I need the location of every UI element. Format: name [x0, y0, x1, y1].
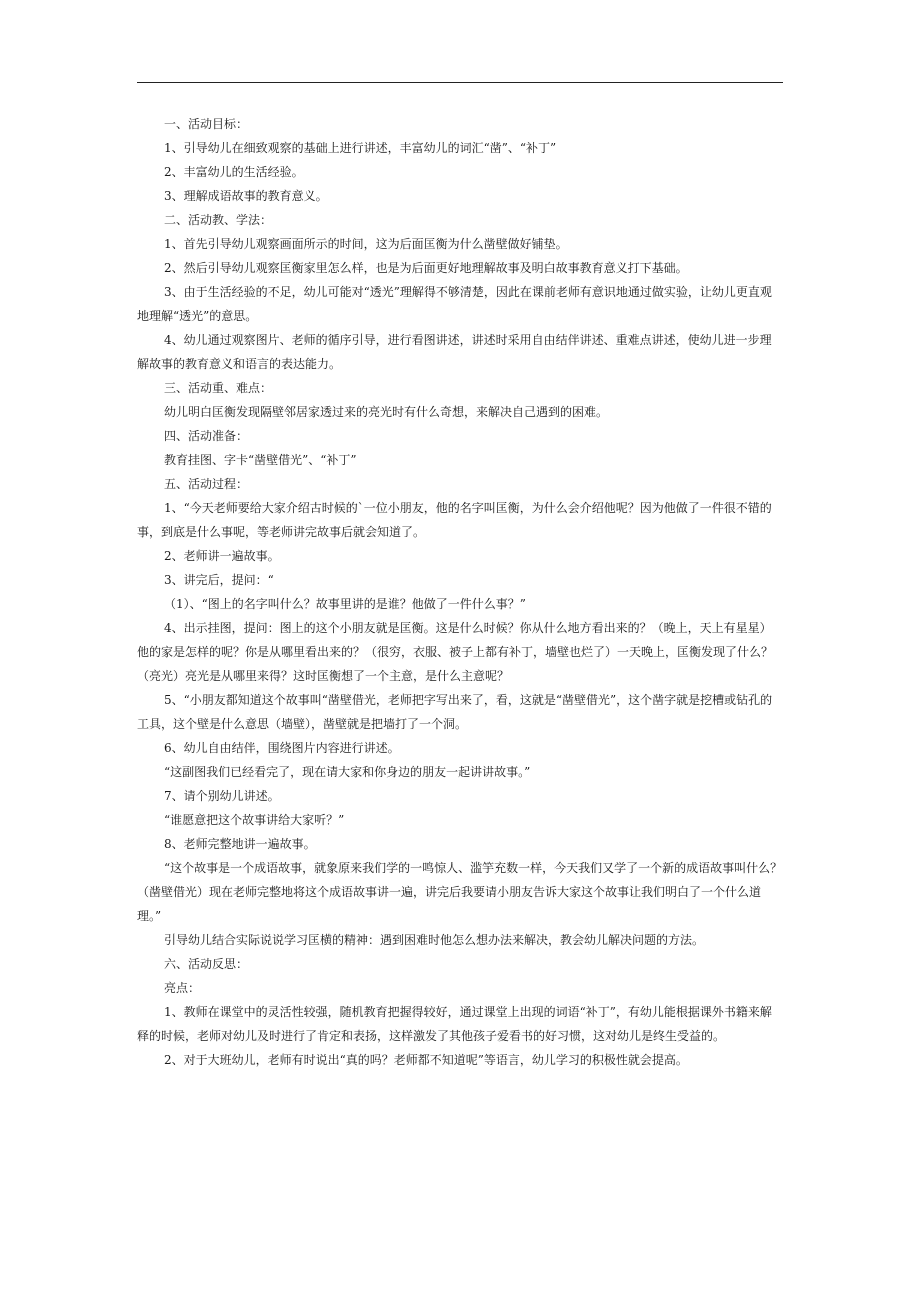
process-item-2: 2、老师讲一遍故事。 — [164, 549, 280, 563]
header-rule — [137, 82, 783, 83]
method-item-1: 1、首先引导幼儿观察画面所示的时间，这为后面匡衡为什么凿壁做好铺垫。 — [164, 237, 568, 251]
process-question-1: （1）、“图上的名字叫什么？故事里讲的是谁？他做了一件什么事？” — [164, 597, 526, 611]
goal-item-2: 2、丰富幼儿的生活经验。 — [164, 165, 304, 179]
section-heading-methods: 二、活动教、学法： — [164, 213, 273, 227]
process-quote-6: “这副图我们已经看完了，现在请大家和你身边的朋友一起讲讲故事。” — [164, 765, 531, 779]
section-heading-reflection: 六、活动反思： — [164, 957, 249, 971]
method-item-3: 3、由于生活经验的不足，幼儿可能对“透光”理解得不够清楚，因此在课前老师有意识地通过做实验，让幼儿更直观地理解“透光”的意思。 — [137, 285, 772, 323]
document-body — [137, 112, 783, 1072]
reflection-item-1: 1、教师在课堂中的灵活性较强，随机教育把握得较好，通过课堂上出现的词语“补丁”，有幼儿能根据课外书籍来解释的时候，老师对幼儿及时进行了肯定和表扬，这样激发了其他孩子爱看书的好习惯，这对幼儿是终生受益的。 — [137, 1005, 772, 1043]
process-item-3: 3、讲完后，提问：“ — [164, 573, 274, 587]
section-heading-key-points: 三、活动重、难点： — [164, 381, 273, 395]
process-item-7: 7、请个别幼儿讲述。 — [164, 789, 280, 803]
key-points-text: 幼儿明白匡衡发现隔壁邻居家透过来的亮光时有什么奇想，来解决自己遇到的困难。 — [164, 405, 609, 419]
method-item-2: 2、然后引导幼儿观察匡衡家里怎么样，也是为后面更好地理解故事及明白故事教育意义打下基础。 — [164, 261, 688, 275]
method-item-4: 4、幼儿通过观察图片、老师的循序引导，进行看图讲述，讲述时采用自由结伴讲述、重难点讲述，使幼儿进一步理解故事的教育意义和语言的表达能力。 — [137, 333, 772, 371]
process-item-1: 1、“今天老师要给大家介绍古时候的`一位小朋友，他的名字叫匡衡，为什么会介绍他呢？因为他做了一件很不错的事，到底是什么事呢，等老师讲完故事后就会知道了。 — [137, 501, 772, 539]
reflection-item-2: 2、对于大班幼儿，老师有时说出“真的吗？老师都不知道呢”等语言，幼儿学习的积极性就会提高。 — [164, 1053, 688, 1067]
reflection-highlights-label: 亮点： — [164, 981, 201, 995]
process-quote-8: “这个故事是一个成语故事，就象原来我们学的一鸣惊人、滥竽充数一样，今天我们又学了一个新的成语故事叫什么？（凿壁借光）现在老师完整地将这个成语故事讲一遍，讲完后我要请小朋友告诉大家这个故事让我们明白了一个什么道理。” — [137, 861, 783, 923]
process-item-4: 4、出示挂图，提问：图上的这个小朋友就是匡衡。这是什么时候？你从什么地方看出来的？（晚上，天上有星星）他的家是怎样的呢？你是从哪里看出来的？（很穷，衣服、被子上都有补丁，墙壁也烂了）一天晚上，匡衡发现了什么？（亮光）亮光是从哪里来得？这时匡衡想了一个主意，是什么主意呢？ — [137, 621, 774, 683]
process-item-5: 5、“小朋友都知道这个故事叫“凿壁借光，老师把字写出来了，看，这就是“凿壁借光”，这个凿字就是挖槽或钻孔的工具，这个壁是什么意思（墙壁），凿壁就是把墙打了一个洞。 — [137, 693, 773, 731]
section-heading-goals: 一、活动目标： — [164, 117, 249, 131]
process-item-6: 6、幼儿自由结伴，围绕图片内容进行讲述。 — [164, 741, 400, 755]
goal-item-1: 1、引导幼儿在细致观察的基础上进行讲述，丰富幼儿的词汇“凿”、“补丁” — [164, 141, 557, 155]
process-item-8: 8、老师完整地讲一遍故事。 — [164, 837, 316, 851]
goal-item-3: 3、理解成语故事的教育意义。 — [164, 189, 328, 203]
process-quote-7: “谁愿意把这个故事讲给大家听？” — [164, 813, 345, 827]
preparation-text: 教育挂图、字卡“凿壁借光”、“补丁” — [164, 453, 357, 467]
process-summary: 引导幼儿结合实际说说学习匡横的精神：遇到困难时他怎么想办法来解决，教会幼儿解决问题的方法。 — [164, 933, 705, 947]
section-heading-process: 五、活动过程： — [164, 477, 249, 491]
section-heading-preparation: 四、活动准备： — [164, 429, 249, 443]
